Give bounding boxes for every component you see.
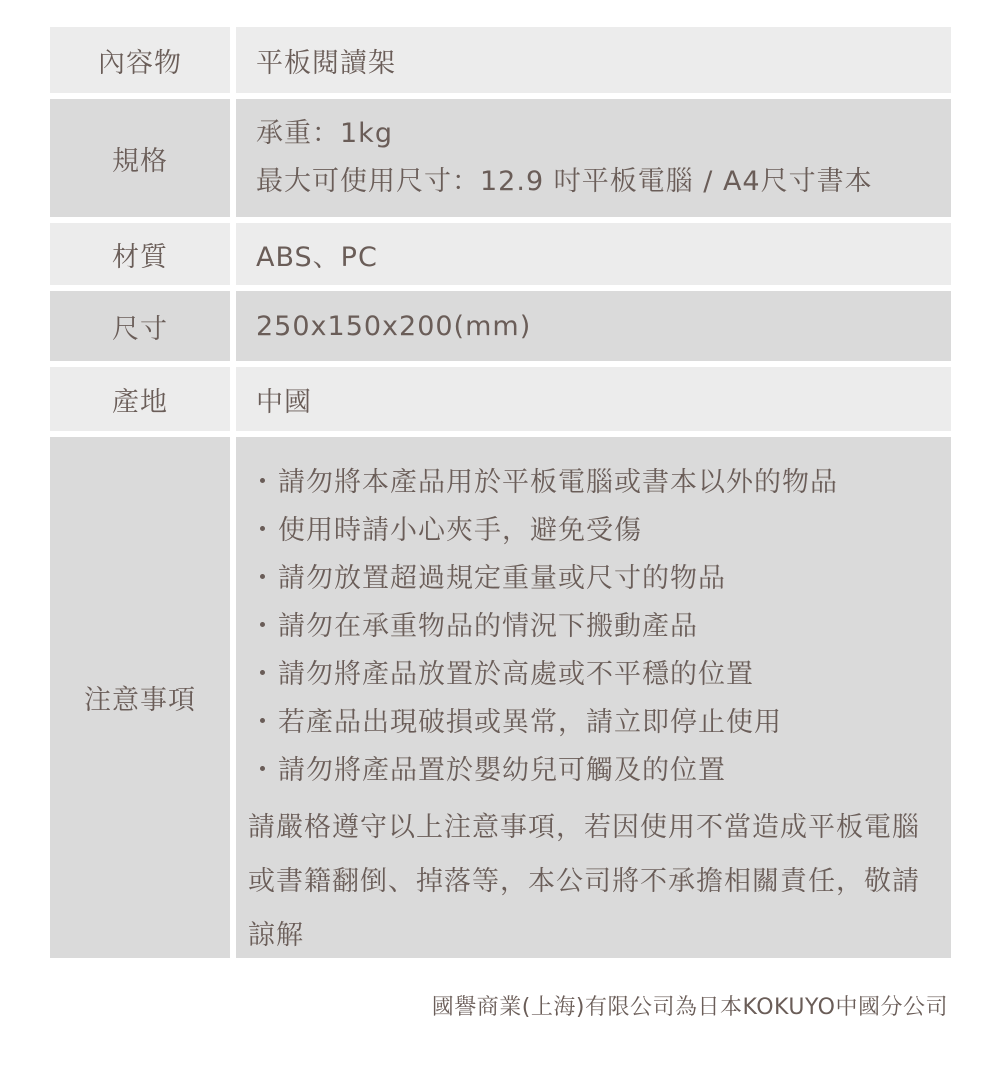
note-text: 請勿將產品置於嬰幼兒可觸及的位置 (278, 755, 726, 786)
row-spec (50, 99, 951, 217)
spec-load: 承重：1kg (256, 118, 393, 149)
material-label: 材質 (50, 223, 230, 285)
notes-label: 注意事項 (50, 437, 230, 958)
note-text: 請勿將本產品用於平板電腦或書本以外的物品 (278, 467, 838, 498)
bullet-icon: ・ (249, 467, 277, 498)
bullet-icon: ・ (249, 755, 277, 786)
note-text: 請勿在承重物品的情況下搬動產品 (278, 611, 698, 642)
row-size (50, 291, 951, 361)
size-value: 250x150x200(mm) (236, 291, 951, 361)
contents-label: 內容物 (50, 27, 230, 93)
row-notes (50, 437, 951, 958)
list-item (248, 747, 951, 795)
list-item (248, 555, 951, 603)
origin-value: 中國 (236, 367, 951, 431)
material-value: ABS、PC (236, 223, 951, 285)
note-text: 請勿將產品放置於高處或不平穩的位置 (278, 659, 754, 690)
row-contents (50, 27, 951, 93)
bullet-icon: ・ (249, 515, 277, 546)
company-note: 國譽商業(上海)有限公司為日本KOKUYO中國分公司 (431, 995, 948, 1020)
list-item (248, 507, 951, 555)
spec-value (236, 99, 951, 217)
bullet-icon: ・ (249, 707, 277, 738)
list-item (248, 651, 951, 699)
spec-table (50, 27, 951, 964)
origin-label: 產地 (50, 367, 230, 431)
spec-max-size: 最大可使用尺寸：12.9 吋平板電腦 / A4尺寸書本 (256, 166, 873, 197)
bullet-icon: ・ (249, 611, 277, 642)
size-label: 尺寸 (50, 291, 230, 361)
list-item (248, 459, 951, 507)
contents-value: 平板閱讀架 (236, 27, 951, 93)
notes-value (236, 437, 951, 958)
note-text: 請勿放置超過規定重量或尺寸的物品 (278, 563, 726, 594)
notes-closing-text: 請嚴格遵守以上注意事項，若因使用不當造成平板電腦或書籍翻倒、掉落等，本公司將不承擔相關責任，敬請諒解 (248, 812, 920, 951)
note-text: 若產品出現破損或異常，請立即停止使用 (278, 707, 782, 738)
spec-label: 規格 (50, 99, 230, 217)
list-item (248, 699, 951, 747)
list-item (248, 603, 951, 651)
note-text: 使用時請小心夾手，避免受傷 (278, 515, 642, 546)
row-origin (50, 367, 951, 431)
bullet-icon: ・ (249, 659, 277, 690)
row-material (50, 223, 951, 285)
notes-list (248, 459, 951, 795)
bullet-icon: ・ (249, 563, 277, 594)
